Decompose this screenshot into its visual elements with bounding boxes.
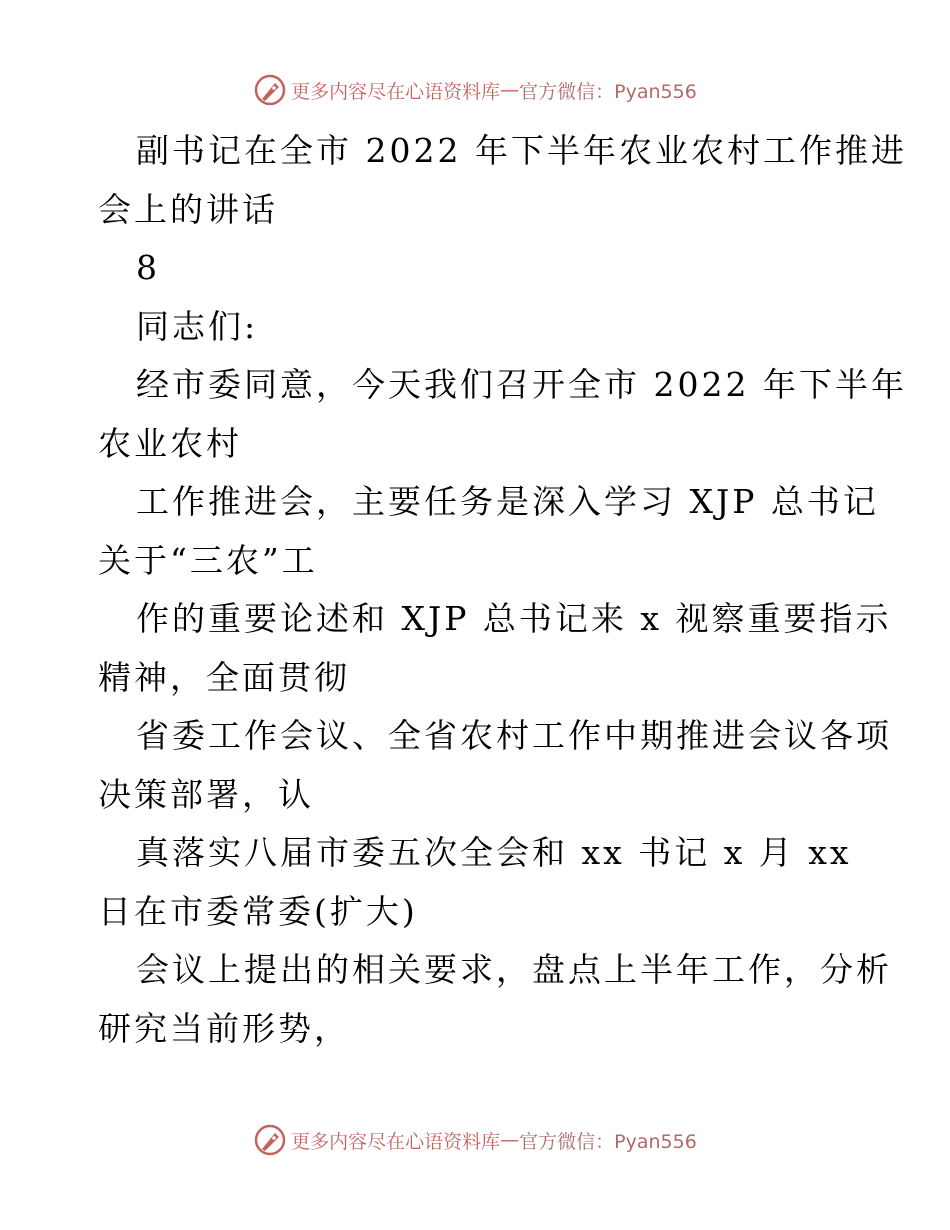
doc-line-title-1: 副书记在全市 2022 年下半年农业农村工作推进	[136, 131, 907, 170]
watermark-site-text: 更多内容尽在心语资料库	[291, 1130, 501, 1153]
document-body	[98, 122, 907, 1058]
header-watermark	[0, 70, 950, 110]
doc-line: 作的重要论述和 XJP 总书记来 x 视察重要指示	[136, 599, 892, 638]
doc-line: 经市委同意，今天我们召开全市 2022 年下半年	[136, 365, 907, 404]
watermark-site-text: 更多内容尽在心语资料库	[291, 80, 501, 103]
pen-nib-icon	[253, 73, 287, 107]
doc-line: 决策部署，认	[98, 774, 314, 814]
watermark-dash: —	[500, 79, 520, 101]
pen-nib-icon	[253, 1123, 287, 1157]
doc-line-number: 8	[136, 248, 160, 287]
doc-line-salutation: 同志们:	[136, 306, 259, 346]
doc-line: 农业农村	[98, 423, 242, 463]
doc-line: 省委工作会议、全省农村工作中期推进会议各项	[136, 716, 892, 755]
doc-line: 真落实八届市委五次全会和 xx 书记 x 月 xx	[136, 833, 852, 872]
doc-line: 会议上提出的相关要求，盘点上半年工作，分析	[136, 950, 892, 989]
watermark-contact-text: 官方微信：Pyan556	[519, 1130, 697, 1153]
doc-line: 工作推进会，主要任务是深入学习 XJP 总书记	[136, 482, 879, 521]
watermark-dash: —	[500, 1129, 520, 1151]
doc-line: 日在市委常委(扩大)	[98, 891, 418, 931]
doc-line: 关于“三农”工	[98, 540, 318, 580]
doc-line: 研究当前形势，	[98, 1008, 350, 1048]
doc-line-title-2: 会上的讲话	[98, 189, 278, 229]
watermark-contact-text: 官方微信：Pyan556	[519, 80, 697, 103]
footer-watermark	[0, 1120, 950, 1160]
doc-line: 精神，全面贯彻	[98, 657, 350, 697]
